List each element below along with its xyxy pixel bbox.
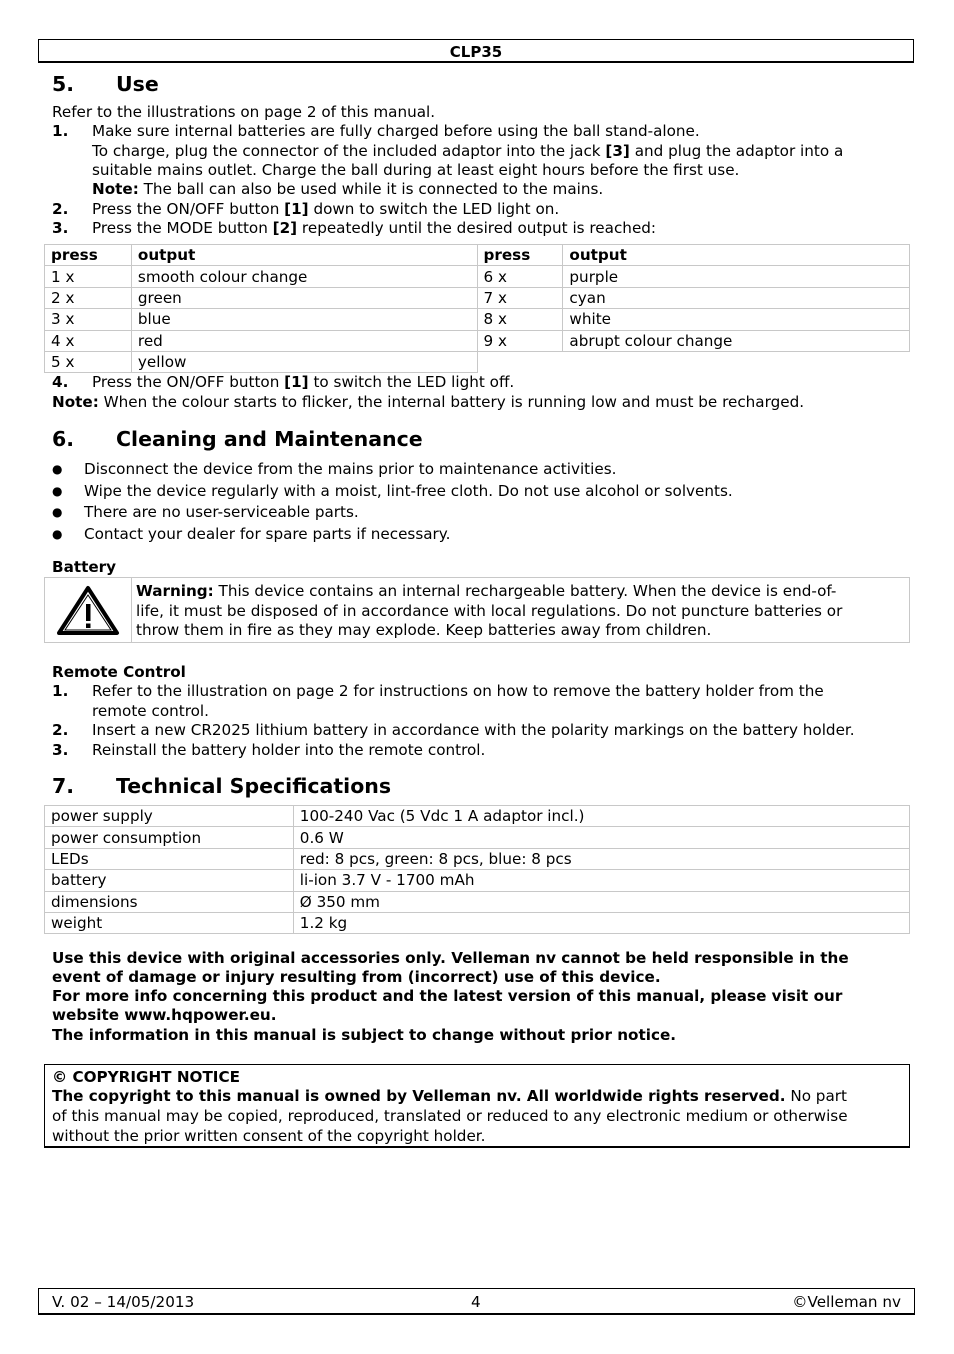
ref-3: [3]	[605, 142, 630, 160]
bullet-icon: ●	[52, 527, 63, 541]
text-a: Press the MODE button	[92, 219, 273, 237]
bullet-icon: ●	[52, 462, 63, 476]
text-a: Press the ON/OFF button	[92, 373, 285, 391]
step-number: 1.	[52, 122, 69, 140]
header-cell: output	[131, 245, 477, 266]
bullet-icon: ●	[52, 484, 63, 498]
table-cell: smooth colour change	[131, 266, 477, 287]
warning-line-2: life, it must be disposed of in accordance with local regulations. Do not puncture batteries or	[136, 602, 843, 620]
table-row	[45, 309, 910, 330]
step-1	[0, 122, 954, 142]
disclaimer-line-2: event of damage or injury resulting from (incorrect) use of this device.	[52, 968, 661, 986]
list-item	[0, 503, 954, 523]
copyright-line-1	[52, 1087, 847, 1107]
table-row	[45, 891, 910, 912]
table-cell: 1 x	[45, 266, 132, 287]
table-cell: 3 x	[45, 309, 132, 330]
text-b: repeatedly until the desired output is reached:	[297, 219, 657, 237]
step-2	[0, 200, 954, 220]
step-text-cont: remote control.	[92, 702, 209, 720]
model-name: CLP35	[449, 43, 503, 61]
step-text: Insert a new CR2025 lithium battery in accordance with the polarity markings on the battery holder.	[92, 721, 855, 739]
section-number: 7.	[52, 774, 75, 798]
spec-label: battery	[45, 870, 294, 891]
remote-step-3	[0, 741, 954, 761]
note-text: The ball can also be used while it is connected to the mains.	[138, 180, 604, 198]
copyright-bold: The copyright to this manual is owned by Velleman nv. All worldwide rights reserved.	[52, 1087, 786, 1105]
ref-2: [2]	[272, 219, 298, 237]
table-cell: 4 x	[45, 330, 132, 351]
section-5-heading	[52, 72, 452, 96]
copyright-title: © COPYRIGHT NOTICE	[52, 1068, 240, 1086]
spec-value: 100-240 Vac (5 Vdc 1 A adaptor incl.)	[293, 806, 909, 827]
charge-text: To charge, plug the connector of the included adaptor into the jack	[92, 142, 606, 160]
table-cell: 9 x	[477, 330, 563, 351]
table-row	[45, 806, 910, 827]
table-cell: purple	[563, 266, 910, 287]
step-number: 2.	[52, 200, 69, 218]
step-text	[92, 200, 559, 220]
warning-text: This device contains an internal rechargeable battery. When the device is end-of-	[213, 582, 837, 600]
ref-1: [1]	[284, 373, 309, 391]
spec-value: 0.6 W	[293, 827, 909, 848]
step-number: 1.	[52, 682, 69, 700]
step-text: Reinstall the battery holder into the remote control.	[92, 741, 486, 759]
charge-text-b: and plug the adaptor into a	[629, 142, 844, 160]
table-row	[45, 827, 910, 848]
table-cell: blue	[131, 309, 477, 330]
disclaimer-line-4: website www.hqpower.eu.	[52, 1006, 277, 1024]
table-cell: 8 x	[477, 309, 563, 330]
step-number: 2.	[52, 721, 69, 739]
spec-value: 1.2 kg	[293, 912, 909, 933]
table-row	[45, 330, 910, 351]
spec-value: Ø 350 mm	[293, 891, 909, 912]
section-6-heading	[52, 427, 552, 451]
remote-step-1	[0, 682, 954, 722]
page-footer	[38, 1288, 915, 1315]
spec-label: dimensions	[45, 891, 294, 912]
copyright-line-3: without the prior written consent of the copyright holder.	[52, 1127, 486, 1145]
table-cell: 2 x	[45, 287, 132, 308]
table-row	[45, 870, 910, 891]
list-item-text: There are no user-serviceable parts.	[84, 503, 359, 521]
specs-table	[44, 805, 910, 934]
list-item	[0, 460, 954, 480]
step-number: 3.	[52, 219, 69, 237]
remote-heading: Remote Control	[52, 663, 186, 681]
section-title: Cleaning and Maintenance	[116, 427, 423, 451]
section-title: Technical Specifications	[116, 774, 392, 798]
table-row	[45, 848, 910, 869]
list-item-text: Disconnect the device from the mains prior to maintenance activities.	[84, 460, 617, 478]
table-row	[45, 287, 910, 308]
list-item-text: Wipe the device regularly with a moist, lint-free cloth. Do not use alcohol or solvents.	[84, 482, 733, 500]
text-a: Press the ON/OFF button	[92, 200, 285, 218]
table-cell: cyan	[563, 287, 910, 308]
step-text	[92, 219, 656, 239]
table-cell: 7 x	[477, 287, 563, 308]
note-label: Note:	[92, 180, 139, 198]
step-4	[0, 373, 954, 393]
section-title: Use	[116, 72, 159, 96]
list-item	[0, 482, 954, 502]
list-item-text: Contact your dealer for spare parts if necessary.	[84, 525, 451, 543]
table-cell: yellow	[131, 351, 477, 372]
text-b: down to switch the LED light on.	[308, 200, 560, 218]
table-row	[45, 351, 910, 372]
page-header	[38, 39, 914, 63]
header-cell: press	[477, 245, 563, 266]
disclaimer-line-5: The information in this manual is subject to change without prior notice.	[52, 1026, 677, 1044]
warning-label: Warning:	[136, 582, 214, 600]
table-header-row	[45, 245, 910, 266]
flicker-note	[52, 393, 804, 413]
copyright-box	[44, 1064, 910, 1148]
warning-triangle-icon	[45, 578, 131, 642]
version-date: V. 02 – 14/05/2013	[52, 1293, 195, 1311]
charge-line-2: suitable mains outlet. Charge the ball during at least eight hours before the first use.	[92, 161, 740, 179]
intro-text: Refer to the illustrations on page 2 of this manual.	[52, 103, 436, 121]
list-item	[0, 525, 954, 545]
table-cell: red	[131, 330, 477, 351]
spec-label: power supply	[45, 806, 294, 827]
warning-line-1	[136, 582, 836, 602]
note-text: When the colour starts to flicker, the internal battery is running low and must be recharged.	[98, 393, 805, 411]
table-cell: white	[563, 309, 910, 330]
step-number: 4.	[52, 373, 69, 391]
table-cell: 6 x	[477, 266, 563, 287]
header-cell: press	[45, 245, 132, 266]
battery-heading: Battery	[52, 558, 117, 576]
warning-icon-cell	[45, 578, 132, 642]
step-1-note	[92, 180, 603, 200]
disclaimer-line-1: Use this device with original accessories only. Velleman nv cannot be held responsible in the	[52, 949, 849, 967]
remote-step-2	[0, 721, 954, 741]
step-number: 3.	[52, 741, 69, 759]
mode-table	[44, 244, 910, 373]
text-b: to switch the LED light off.	[308, 373, 515, 391]
table-cell: abrupt colour change	[563, 330, 910, 351]
section-number: 5.	[52, 72, 75, 96]
warning-line-3: throw them in fire as they may explode. Keep batteries away from children.	[136, 621, 712, 639]
empty-cell	[477, 351, 910, 372]
note-label: Note:	[52, 393, 99, 411]
spec-label: power consumption	[45, 827, 294, 848]
table-cell: 5 x	[45, 351, 132, 372]
table-row	[45, 912, 910, 933]
bullet-icon: ●	[52, 505, 63, 519]
section-number: 6.	[52, 427, 75, 451]
charge-line-1	[92, 142, 843, 162]
header-cell: output	[563, 245, 910, 266]
step-text	[92, 373, 514, 393]
copyright-rest: No part	[785, 1087, 847, 1105]
spec-value: li-ion 3.7 V - 1700 mAh	[293, 870, 909, 891]
warning-box	[44, 577, 910, 643]
table-row	[45, 266, 910, 287]
step-text: Make sure internal batteries are fully charged before using the ball stand-alone.	[92, 122, 700, 140]
page-number: 4	[471, 1293, 481, 1311]
table-cell: green	[131, 287, 477, 308]
step-text: Refer to the illustration on page 2 for instructions on how to remove the battery holder from the	[92, 682, 824, 700]
disclaimer-line-3: For more info concerning this product and the latest version of this manual, please visit our	[52, 987, 843, 1005]
spec-value: red: 8 pcs, green: 8 pcs, blue: 8 pcs	[293, 848, 909, 869]
ref-1: [1]	[284, 200, 309, 218]
copyright-line-2: of this manual may be copied, reproduced, translated or reduced to any electronic medium or otherwise	[52, 1107, 848, 1125]
step-3	[0, 219, 954, 239]
section-7-heading	[52, 774, 552, 798]
footer-copyright: ©Velleman nv	[792, 1293, 901, 1311]
spec-label: weight	[45, 912, 294, 933]
spec-label: LEDs	[45, 848, 294, 869]
